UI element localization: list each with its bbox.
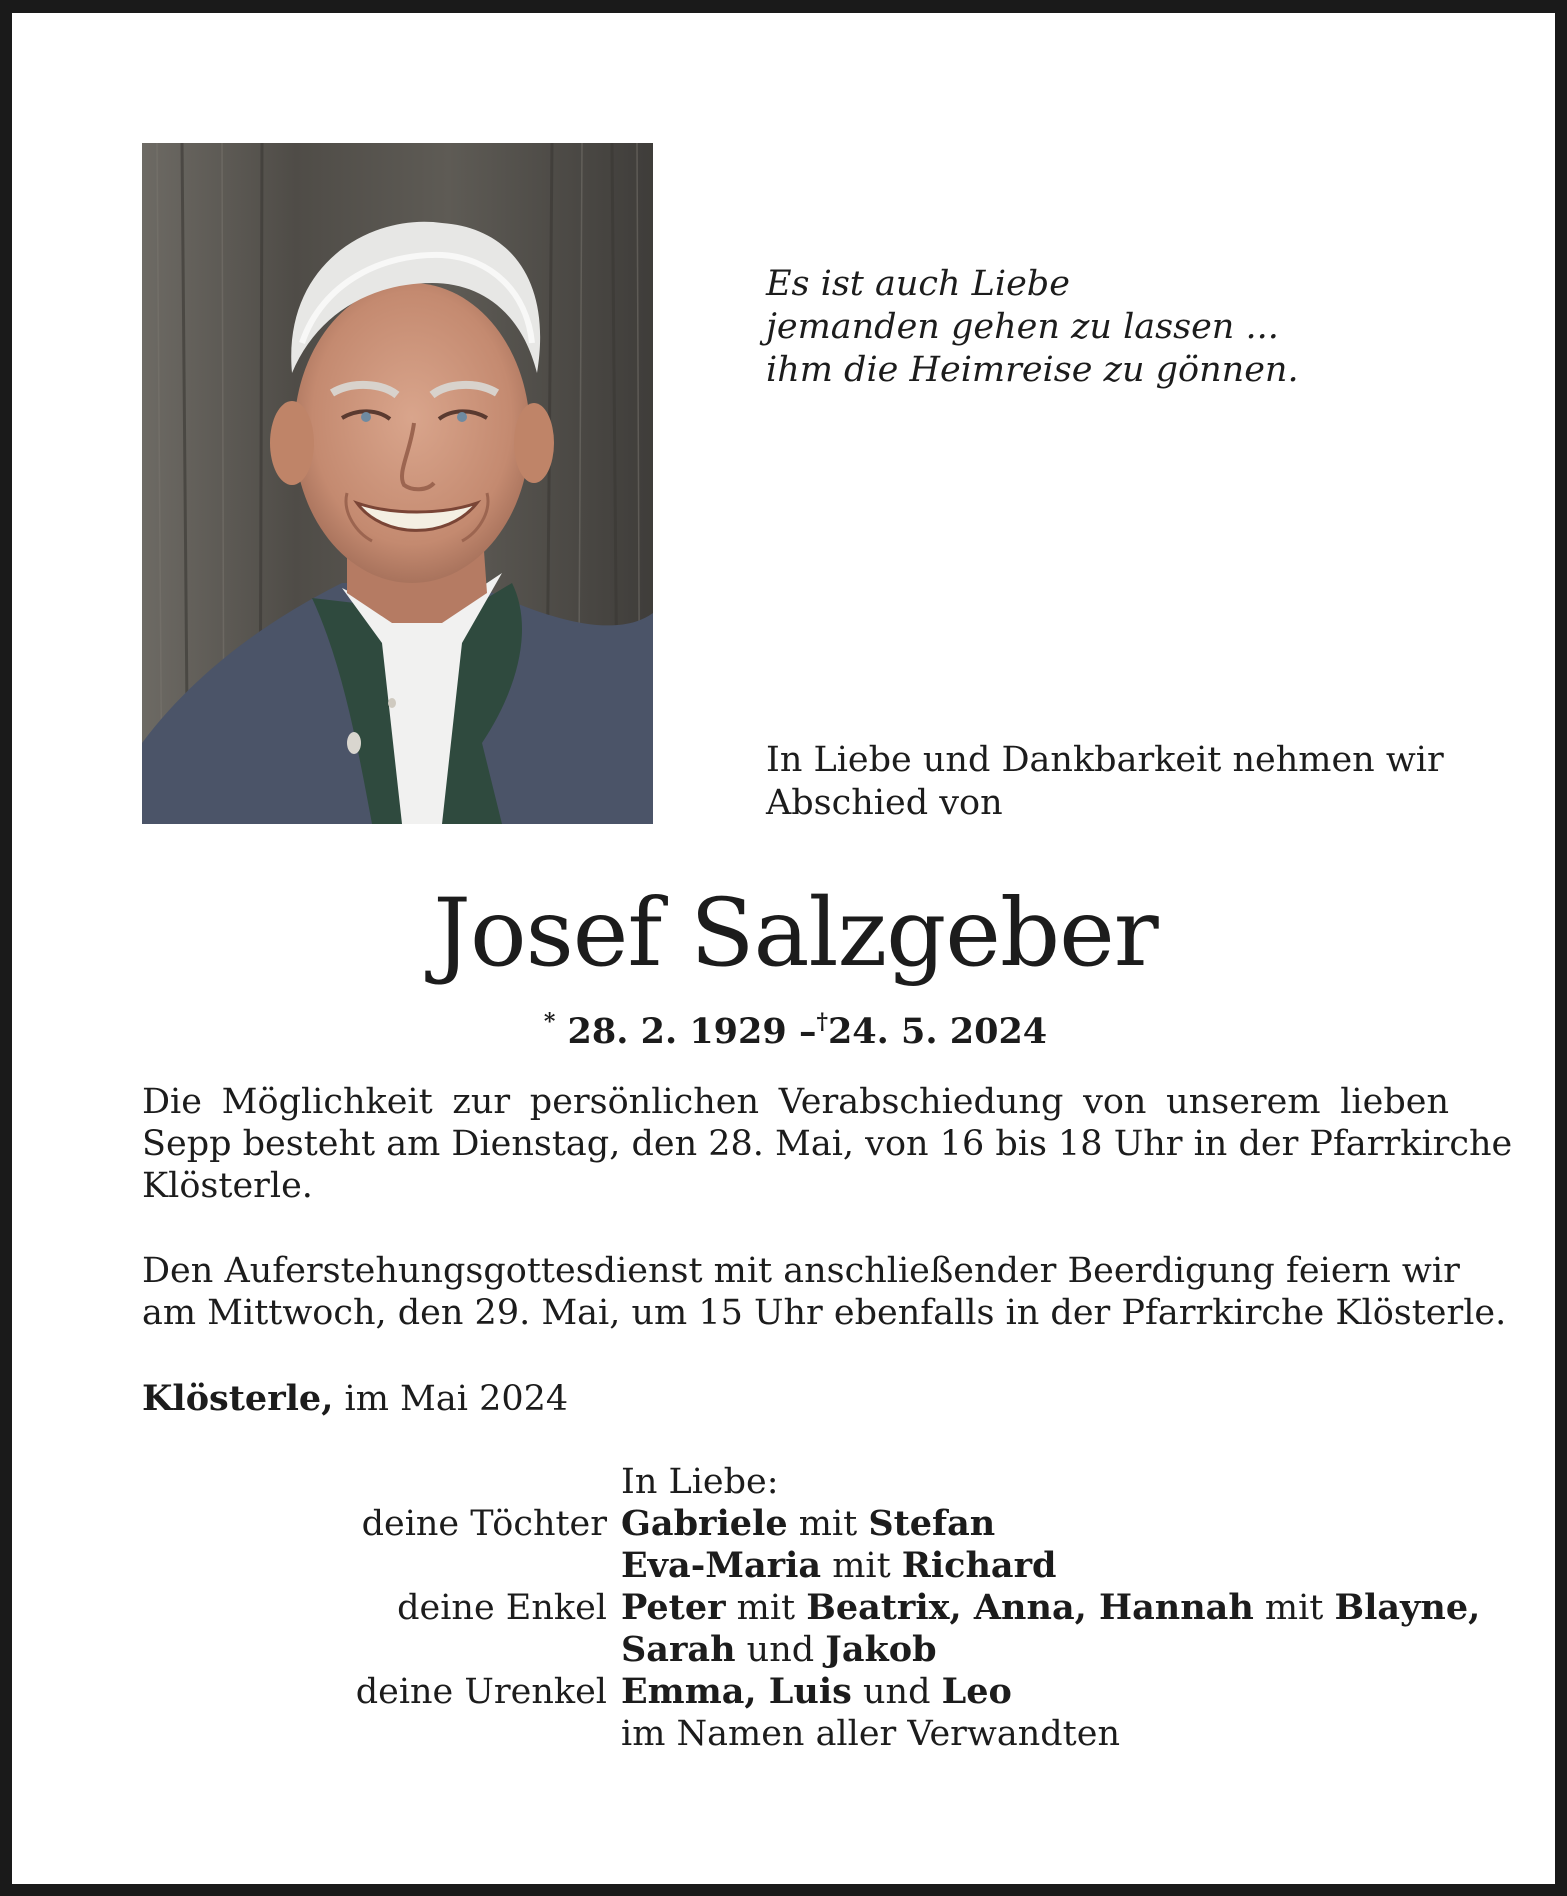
funeral-paragraph [142, 1250, 1507, 1334]
mourner-name: Beatrix, Anna, Hannah [806, 1587, 1254, 1628]
mourner-names [621, 1503, 995, 1545]
connector-text: und [735, 1630, 826, 1670]
connector-text: mit [1253, 1588, 1335, 1628]
mourner-name: Stefan [868, 1503, 996, 1544]
mourners-heading: In Liebe: [621, 1462, 779, 1502]
mourner-row [12, 1503, 1567, 1545]
place: Klösterle, [142, 1378, 334, 1419]
mourner-row [12, 1629, 1567, 1671]
relation-label: deine Töchter [361, 1504, 607, 1544]
date-separator: – [798, 1011, 817, 1052]
connector-text: mit [821, 1546, 902, 1586]
life-dates [12, 999, 1567, 1055]
quote-line: jemanden gehen zu lassen ... [766, 307, 1279, 347]
deceased-name: Josef Salzgeber [433, 879, 1158, 988]
mourner-name: Emma, Luis [621, 1671, 852, 1712]
mourner-name: Peter [621, 1587, 726, 1628]
mourner-names [621, 1713, 1120, 1755]
mourner-names [621, 1671, 1012, 1713]
paragraph-line: Sepp besteht am Dienstag, den 28. Mai, von 16 bis 18 Uhr in der Pfarrkirche [142, 1124, 1513, 1164]
connector-text: im Namen aller Verwandten [621, 1714, 1120, 1754]
mourners-list [12, 1461, 1567, 1755]
paragraph-line: Klösterle. [142, 1166, 313, 1206]
relation-label: deine Enkel [397, 1588, 607, 1628]
portrait-photo [142, 143, 653, 824]
birth-date: 28. 2. 1929 [567, 1011, 787, 1052]
quote-line: Es ist auch Liebe [766, 264, 1070, 304]
intro-line: Abschied von [766, 783, 1003, 823]
mourner-name: Leo [941, 1671, 1012, 1712]
death-symbol: † [816, 1009, 828, 1035]
portrait-illustration [142, 143, 653, 824]
memorial-quote [766, 263, 1299, 392]
farewell-intro [766, 739, 1444, 825]
mourner-name: Blayne, [1334, 1587, 1481, 1628]
paragraph-line: am Mittwoch, den 29. Mai, um 15 Uhr ebenfalls in der Pfarrkirche Klösterle. [142, 1293, 1507, 1333]
mourner-row [12, 1587, 1567, 1629]
paragraph-line: Den Auferstehungsgottesdienst mit anschließender Beerdigung feiern wir [142, 1251, 1460, 1291]
mourner-name: Gabriele [621, 1503, 788, 1544]
mourner-row [12, 1713, 1567, 1755]
mourner-names [621, 1587, 1480, 1629]
relation-label: deine Urenkel [355, 1672, 607, 1712]
viewing-paragraph [142, 1081, 1513, 1207]
place-and-date [142, 1378, 568, 1420]
mourner-name: Jakob [825, 1629, 937, 1670]
mourner-name: Eva-Maria [621, 1545, 822, 1586]
paragraph-line: Die Möglichkeit zur persönlichen Verabschiedung von unserem lieben [142, 1082, 1449, 1122]
birth-symbol: * [543, 1009, 556, 1035]
mourner-names [621, 1629, 937, 1671]
connector-text: mit [725, 1588, 807, 1628]
mourner-row [12, 1545, 1567, 1587]
death-date: 24. 5. 2024 [827, 1011, 1048, 1052]
mourner-row [12, 1671, 1567, 1713]
mourner-name: Richard [901, 1545, 1057, 1586]
connector-text: mit [787, 1504, 869, 1544]
mourners-heading-row [12, 1461, 1567, 1503]
mourner-names [621, 1545, 1057, 1587]
date: im Mai 2024 [344, 1379, 569, 1419]
mourner-name: Sarah [621, 1629, 736, 1670]
connector-text: und [851, 1672, 942, 1712]
quote-line: ihm die Heimreise zu gönnen. [766, 350, 1299, 390]
intro-line: In Liebe und Dankbarkeit nehmen wir [766, 740, 1444, 780]
